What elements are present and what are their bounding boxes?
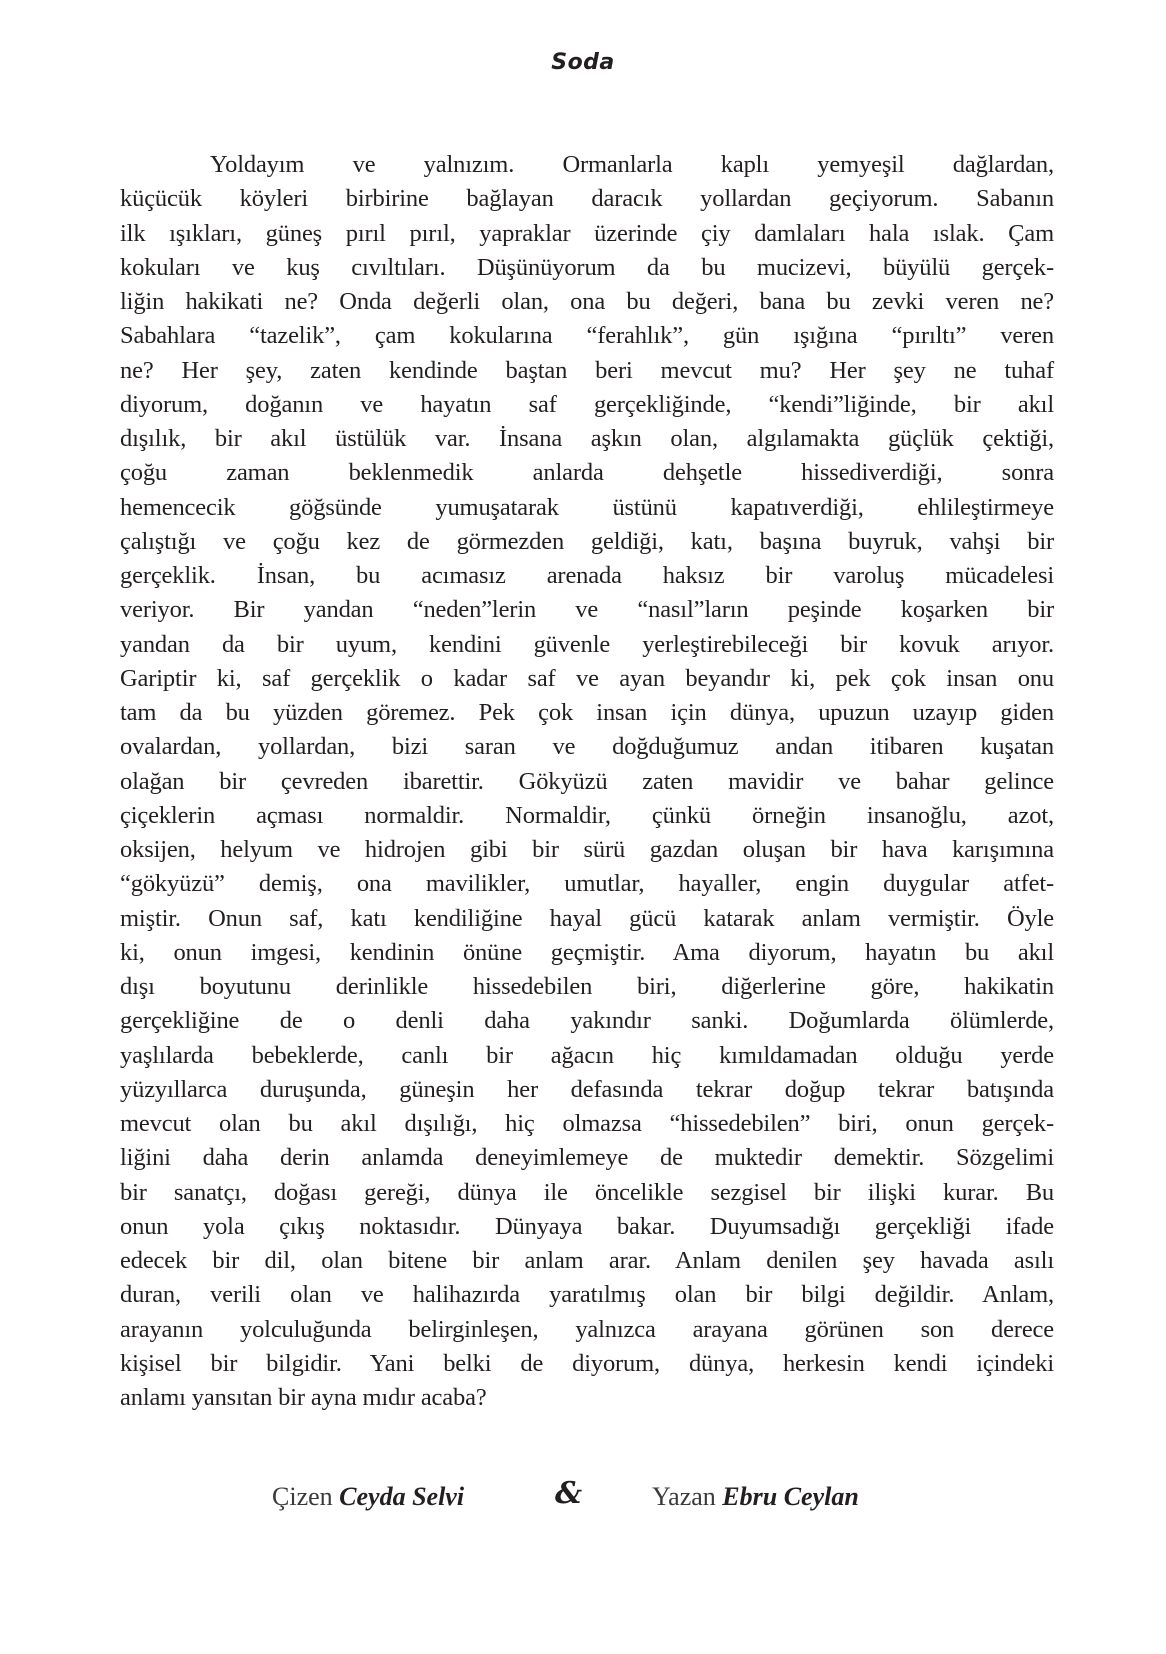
text-line: duran, verili olan ve halihazırda yaratılmış olan bir bilgi değildir. Anlam, — [120, 1281, 1054, 1309]
text-line: veriyor. Bir yandan “neden”lerin ve “nasıl”ların peşinde koşarken bir — [120, 596, 1054, 624]
text-line: kokuları ve kuş cıvıltıları. Düşünüyorum da bu mucizevi, büyülü gerçek- — [120, 253, 1054, 281]
writer-credit — [652, 1482, 859, 1512]
writer-role: Yazan — [652, 1482, 716, 1511]
text-line: ilk ışıkları, güneş pırıl pırıl, yapraklar üzerinde çiy damlaları hala ıslak. Çam — [120, 219, 1054, 247]
text-line: onun yola çıkış noktasıdır. Dünyaya bakar. Duyumsadığı gerçekliği ifade — [120, 1212, 1054, 1240]
text-line: edecek bir dil, olan bitene bir anlam arar. Anlam denilen şey havada asılı — [120, 1247, 1054, 1274]
text-line: “gökyüzü” demiş, ona mavilikler, umutlar, hayaller, engin duygular atfet- — [120, 870, 1054, 898]
text-line: Sabahlara “tazelik”, çam kokularına “ferahlık”, gün ışığına “pırıltı” veren — [120, 322, 1054, 350]
illustrator-name: Ceyda Selvi — [339, 1482, 465, 1511]
running-title: Soda — [551, 50, 615, 75]
text-line: çoğu zaman beklenmedik anlarda dehşetle hissediverdiği, sonra — [120, 459, 1054, 487]
text-line: yaşlılarda bebeklerde, canlı bir ağacın hiç kımıldamadan olduğu yerde — [120, 1041, 1054, 1069]
credits-footer — [0, 1476, 1166, 1522]
text-line: arayanın yolculuğunda belirginleşen, yalnızca arayana görünen son derece — [120, 1315, 1054, 1343]
text-line: yüzyıllarca duruşunda, güneşin her defasında tekrar doğup tekrar batışında — [120, 1075, 1054, 1103]
text-line: Yoldayım ve yalnızım. Ormanlarla kaplı yemyeşil dağlardan, — [210, 151, 1054, 178]
text-line: yandan da bir uyum, kendini güvenle yerleştirebileceği bir kovuk arıyor. — [120, 630, 1054, 658]
writer-name: Ebru Ceylan — [722, 1482, 859, 1511]
text-line: dışılık, bir akıl üstülük var. İnsana aşkın olan, algılamakta güçlük çektiği, — [120, 425, 1054, 452]
text-line: hemencecik göğsünde yumuşatarak üstünü kapatıverdiği, ehlileştirmeye — [120, 493, 1054, 521]
text-line: ovalardan, yollardan, bizi saran ve doğduğumuz andan itibaren kuşatan — [120, 733, 1054, 761]
illustrator-role: Çizen — [272, 1482, 333, 1511]
text-line: çalıştığı ve çoğu kez de görmezden geldiği, katı, başına buyruk, vahşi bir — [120, 527, 1054, 555]
text-line: olağan bir çevreden ibarettir. Gökyüzü zaten mavidir ve bahar gelince — [120, 767, 1054, 795]
text-line: liğini daha derin anlamda deneyimlemeye de muktedir demektir. Sözgelimi — [120, 1144, 1054, 1172]
text-line: miştir. Onun saf, katı kendiliğine hayal gücü katarak anlam vermiştir. Öyle — [120, 904, 1054, 932]
text-line: oksijen, helyum ve hidrojen gibi bir sürü gazdan oluşan bir hava karışımına — [120, 836, 1054, 863]
text-line: çiçeklerin açması normaldir. Normaldir, çünkü örneğin insanoğlu, azot, — [120, 801, 1054, 829]
illustrator-credit — [272, 1482, 464, 1512]
text-line: kişisel bir bilgidir. Yani belki de diyorum, dünya, herkesin kendi içindeki — [120, 1349, 1054, 1377]
text-line: mevcut olan bu akıl dışılığı, hiç olmazsa “hissedebilen” biri, onun gerçek- — [120, 1110, 1054, 1137]
text-line: dışı boyutunu derinlikle hissedebilen biri, diğerlerine göre, hakikatin — [120, 973, 1054, 1000]
text-line: Gariptir ki, saf gerçeklik o kadar saf ve ayan beyandır ki, pek çok insan onu — [120, 664, 1054, 692]
text-line: ki, onun imgesi, kendinin önüne geçmiştir. Ama diyorum, hayatın bu akıl — [120, 938, 1054, 966]
text-line: ne? Her şey, zaten kendinde baştan beri mevcut mu? Her şey ne tuhaf — [120, 356, 1054, 384]
ampersand-separator: & — [555, 1476, 583, 1511]
text-line: gerçeklik. İnsan, bu acımasız arenada haksız bir varoluş mücadelesi — [120, 562, 1054, 589]
text-line: tam da bu yüzden göremez. Pek çok insan için dünya, upuzun uzayıp giden — [120, 699, 1054, 726]
body-paragraph — [120, 148, 1054, 1415]
text-line: liğin hakikati ne? Onda değerli olan, ona bu değeri, bana bu zevki veren ne? — [120, 288, 1054, 315]
text-line: anlamı yansıtan bir ayna mıdır acaba? — [120, 1384, 487, 1411]
text-line: gerçekliğine de o denli daha yakındır sanki. Doğumlarda ölümlerde, — [120, 1007, 1054, 1035]
text-line: küçücük köyleri birbirine bağlayan daracık yollardan geçiyorum. Sabanın — [120, 185, 1054, 213]
text-line: bir sanatçı, doğası gereği, dünya ile öncelikle sezgisel bir ilişki kurar. Bu — [120, 1178, 1054, 1206]
text-line: diyorum, doğanın ve hayatın saf gerçekliğinde, “kendi”liğinde, bir akıl — [120, 390, 1054, 418]
